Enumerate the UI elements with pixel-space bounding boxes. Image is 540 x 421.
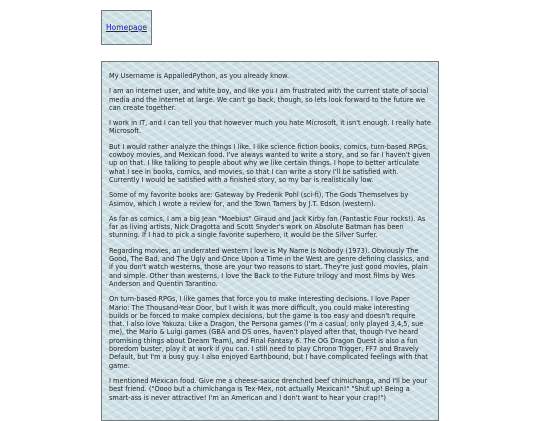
paragraph-interests: But I would rather analyze the things I like. I like science fiction books, comics, turn-based RPGs, cowboy movies, and Mexican food. I've always wanted to write a story, and so far I haven't given up on that. I like talking to people about why we like certain things. I hope to better articulate what I see in books, comics, and movies, so that I can write a story I'll be satisfied with. Currently I would be satisfied with a finished story, so my bar is realistically low.: [109, 142, 431, 184]
paragraph-intro: I am an internet user, and white boy, and like you I am frustrated with the current state of social media and the internet at large. We can't go back, though, so lets look forward to the future we can create together.: [109, 87, 429, 112]
paragraph-comics: As far as comics, I am a big Jean "Moebius" Giraud and Jack Kirby fan (Fantastic Four rocks!). As far as living artists, Nick Dragotta and Scott Snyder's work on Absolute Batman has been stunning. If I had to pick a single favorite superhero, it would be the Silver Surfer.: [109, 214, 426, 240]
paragraph-books: Some of my favorite books are: Gateway by Frederik Pohl (sci-fi), The Gods Themselves by Asimov, which I wrote a review for, and the Town Tamers by J.T. Edson (western).: [109, 191, 409, 208]
nav-box: [101, 10, 152, 45]
paragraph-movies: Regarding movies, an underrated western I love is My Name Is Nobody (1973). Obviously The Good, The Bad, and The Ugly and Once Upon a Time in the West are genre defining classics, and if you don't watch westerns, those are your two reasons to start. They're just good movies, plain and simple. Other than westerns, I love the Back to the Future trilogy and most films by Wes Anderson and Quentin Tarantino.: [109, 246, 429, 288]
paragraph-username: My Username is AppalledPython, as you already know.: [109, 72, 290, 80]
paragraph-it: I work in IT, and I can tell you that however much you hate Microsoft, it isn't enough. I really hate Microsoft.: [109, 119, 431, 136]
content-box: [101, 61, 439, 421]
paragraph-food: I mentioned Mexican food. Give me a cheese-sauce drenched beef chimichanga, and I'll be your best friend. ("Oooo but a chimichanga is Tex-Mex, not actually Mexican!" "Shut up! Being a smart-ass is never attractive! I'm an American and I don't want to hear your crap!"): [109, 376, 428, 402]
paragraph-rpgs: On turn-based RPGs, I like games that force you to make interesting decisions. I love Paper Mario: The Thousand-Year Door, but I wish it was more difficult, you could make interesting builds or be forced to make complex decisions, but the game is too easy and doesn't require that. I also love Yakuza: Like a Dragon, the Persona games (I'm a casual, only played 3,4,5, sue me), the Mario & Luigi games (GBA and DS ones, haven't played after that, though I've heard promising things about Dream Team), and Final Fantasy 6. The OG Dragon Quest is also a fun boredom buster, play it at work if you can. I still need to play Chrono Trigger, FF7 and Bravely Default, but I'm a busy guy. I also enjoyed Earthbound, but I have complicated feelings with that game.: [109, 295, 428, 370]
homepage-link[interactable]: Homepage: [106, 23, 147, 32]
